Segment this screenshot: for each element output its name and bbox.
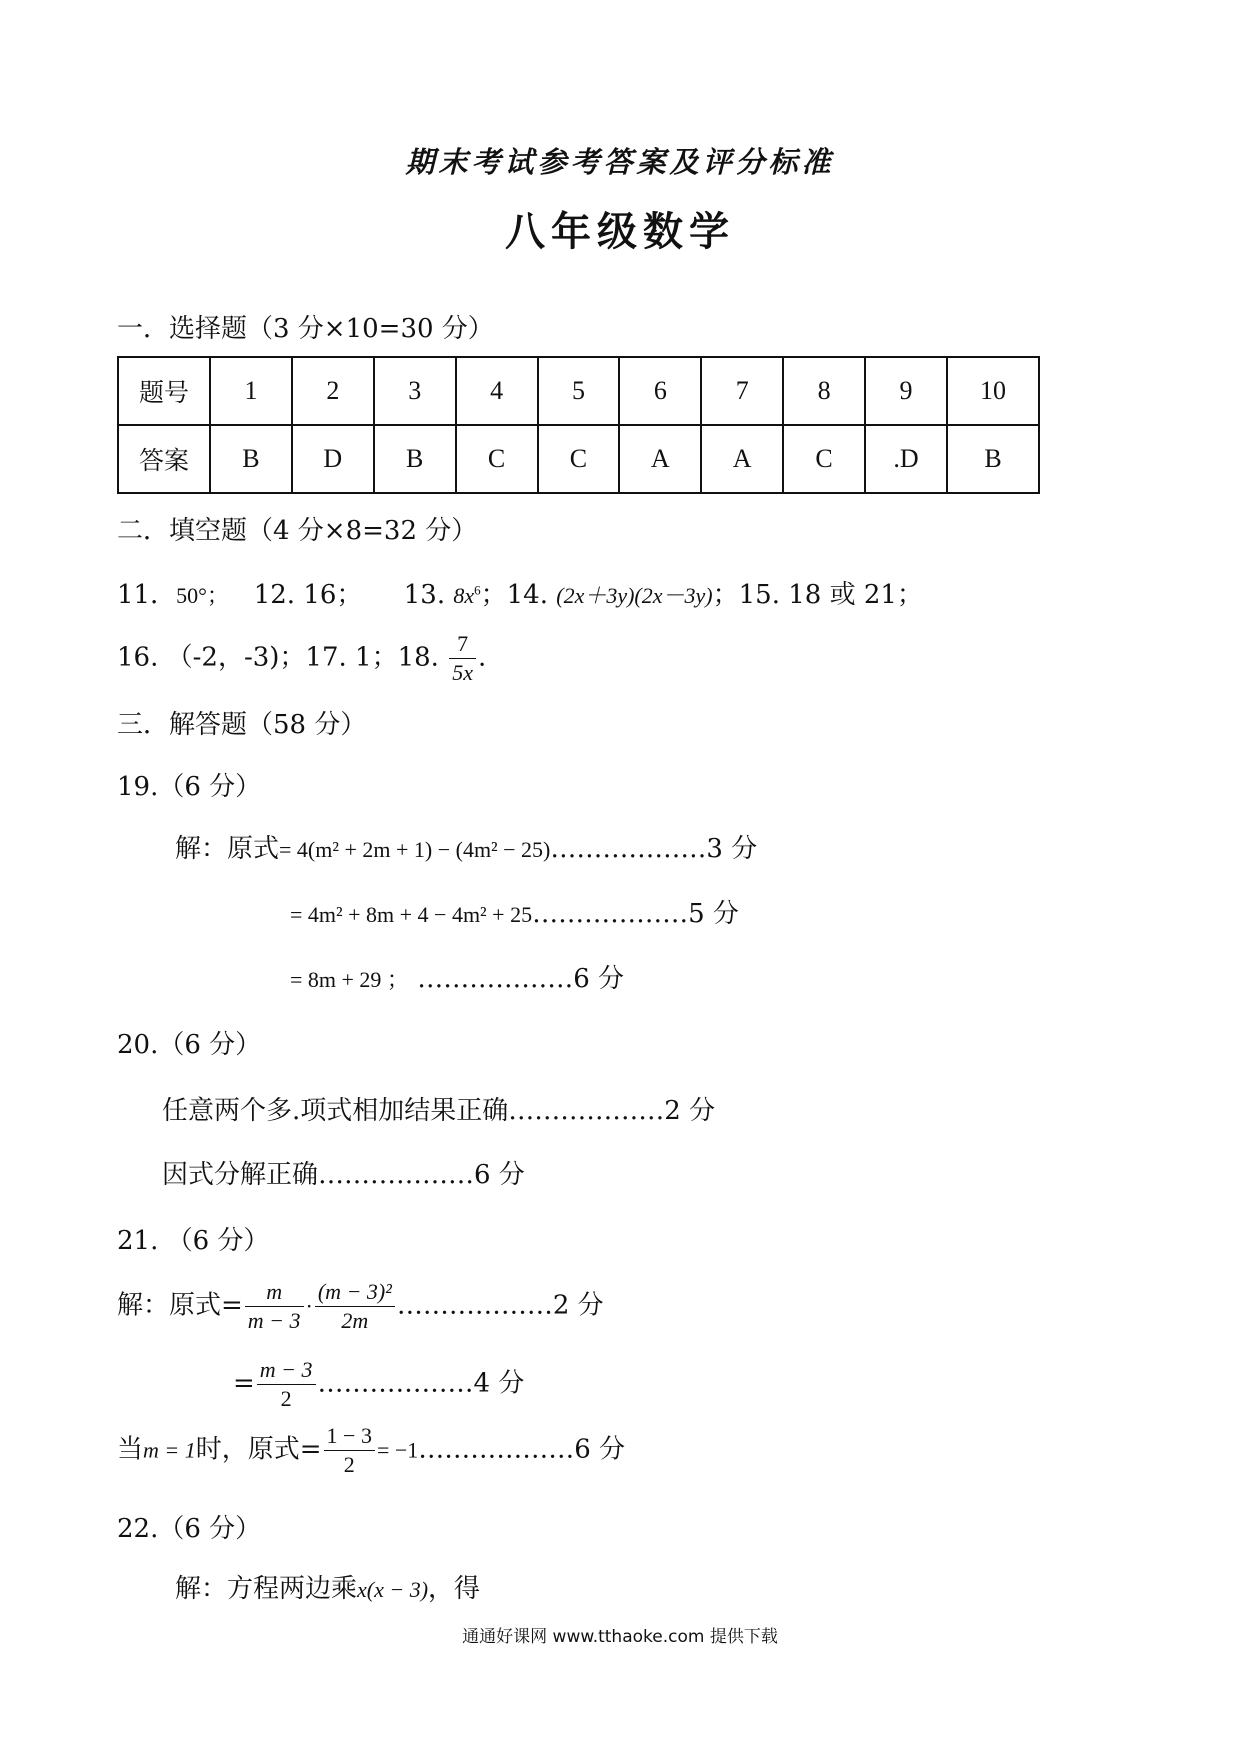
table-cell: .D — [865, 425, 947, 493]
q22-heading: 22.（6 分） — [117, 1514, 262, 1544]
q15-answer: ；15. 18 或 21； — [712, 580, 923, 610]
table-cell: D — [292, 425, 374, 493]
q19-heading: 19.（6 分） — [117, 772, 262, 802]
table-cell: 5 — [538, 357, 620, 425]
page-subtitle: 八年级数学 — [505, 208, 735, 255]
q12-answer: 12. 16； — [253, 580, 363, 610]
q16-17-answers: 16. （-2，-3)；17. 1；18. — [117, 642, 439, 673]
q11-answer: 50°； — [176, 583, 229, 608]
row-label-answer: 答案 — [118, 425, 210, 493]
table-cell: C — [783, 425, 865, 493]
fraction: $\frac{1 - 3}{2}$ — [324, 1424, 375, 1477]
table-cell: 9 — [865, 357, 947, 425]
fraction: $\frac{\text{(m − 3)²}}{2m}$ — [315, 1280, 395, 1333]
fill-blank-line-1 — [117, 574, 923, 611]
q22-step-1: 解：方程两边乘x(x − 3)，得 — [175, 1574, 481, 1604]
table-cell: B — [947, 425, 1039, 493]
q21-step-1: 解：原式= $\frac{m}{m - 3}$ · $\frac{\text{(m − 3)²}}{2m}$ ………………2 分 — [117, 1279, 604, 1333]
table-cell: B — [374, 425, 456, 493]
q11-label: 11． — [117, 580, 177, 610]
page-footer: 通通好课网 www.tthaoke.com 提供下载 — [462, 1627, 778, 1647]
table-row — [118, 357, 1039, 425]
q14-answer: (2x＋3y)(2x－3y) — [556, 583, 713, 608]
q21-step-2: = $\frac{m - 3}{2}$ ………………4 分 — [233, 1357, 525, 1411]
table-cell: A — [701, 425, 783, 493]
q20-heading: 20.（6 分） — [117, 1030, 262, 1060]
table-cell: 10 — [947, 357, 1039, 425]
table-cell: C — [538, 425, 620, 493]
table-row — [118, 425, 1039, 493]
page-title: 期末考试参考答案及评分标准 — [405, 145, 835, 179]
q19-step-3: = 8m + 29 ； ………………6 分 — [290, 964, 625, 994]
q21-step-3: 当m = 1时，原式= $\frac{1 - 3}{2}$ = −1………………6 分 — [117, 1423, 626, 1477]
section3-heading: 三．解答题（58 分） — [117, 710, 367, 740]
fraction: $\frac{m}{m - 3}$ — [245, 1280, 304, 1333]
q19-step-2: = 4m² + 8m + 4 − 4m² + 25………………5 分 — [290, 899, 739, 929]
table-cell: 2 — [292, 357, 374, 425]
table-cell: 4 — [456, 357, 538, 425]
table-cell: 3 — [374, 357, 456, 425]
table-cell: B — [210, 425, 292, 493]
row-label-number: 题号 — [118, 357, 210, 425]
section1-heading: 一．选择题（3 分×10=30 分） — [117, 314, 494, 344]
q14-label: ；14. — [480, 580, 548, 610]
fill-blank-line-2: 16. （-2，-3)；17. 1；18. $\frac{7}{5x}$ . — [117, 631, 487, 685]
table-cell: C — [456, 425, 538, 493]
q20-line-2: 因式分解正确………………6 分 — [162, 1160, 525, 1190]
q18-fraction: $\frac{7}{5x}$ — [449, 632, 476, 685]
q20-line-1: 任意两个多.项式相加结果正确………………2 分 — [162, 1096, 716, 1126]
table-cell: A — [619, 425, 701, 493]
section2-heading: 二．填空题（4 分×8=32 分） — [117, 516, 478, 546]
q19-step-1: 解：原式= 4(m² + 2m + 1) − (4m² − 25)………………3 分 — [175, 834, 758, 864]
q21-heading: 21. （6 分） — [117, 1226, 270, 1256]
table-cell: 7 — [701, 357, 783, 425]
q13-answer: $8x^6$ — [453, 582, 481, 608]
fraction: $\frac{m - 3}{2}$ — [257, 1358, 316, 1411]
table-cell: 1 — [210, 357, 292, 425]
q13-label: 13. — [403, 580, 446, 610]
answer-table — [117, 356, 1040, 494]
table-cell: 8 — [783, 357, 865, 425]
table-cell: 6 — [619, 357, 701, 425]
